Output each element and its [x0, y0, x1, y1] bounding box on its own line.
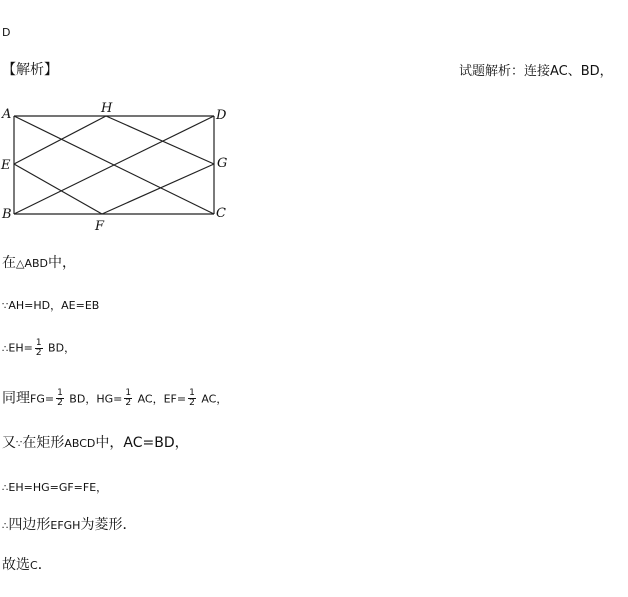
step-4: 同理FG= $\frac{1}{2}$ BD，HG= $\frac{1}{2}$ AC，EF= $\frac{1}{2}$ AC， — [2, 388, 228, 408]
fraction-half: $\frac{1}{2}$ — [35, 338, 42, 358]
side-fe — [14, 164, 102, 214]
answer-text: D — [2, 26, 11, 39]
step-6: ∴EH=HG=GF=FE， — [2, 481, 108, 494]
side-gf — [102, 164, 214, 214]
label-a: A — [2, 107, 12, 122]
label-d: D — [216, 108, 227, 123]
side-hg — [106, 116, 214, 164]
step-1: 在△ABD中， — [2, 255, 77, 271]
step-8: 故选C． — [2, 557, 52, 573]
step-7: ∴四边形EFGH为菱形． — [2, 517, 137, 533]
label-h: H — [101, 102, 113, 116]
label-f: F — [95, 219, 105, 232]
label-g: G — [217, 156, 228, 171]
label-e: E — [1, 158, 11, 173]
step-5: 又∵在矩形ABCD中，AC=BD， — [2, 435, 189, 451]
step-2: ∵AH=HD，AE=EB — [2, 299, 100, 312]
fraction-half: $\frac{1}{2}$ — [125, 388, 132, 408]
fraction-half: $\frac{1}{2}$ — [189, 388, 195, 408]
analysis-heading: 【解析】 — [2, 62, 58, 78]
label-c: C — [216, 206, 226, 221]
fraction-half: $\frac{1}{2}$ — [57, 388, 63, 408]
analysis-intro: 试题解析：连接AC、BD， — [459, 64, 613, 79]
rectangle-figure — [0, 102, 240, 232]
label-b: B — [2, 207, 12, 222]
step-3: ∴EH= $\frac{1}{2}$ BD， — [2, 338, 76, 358]
